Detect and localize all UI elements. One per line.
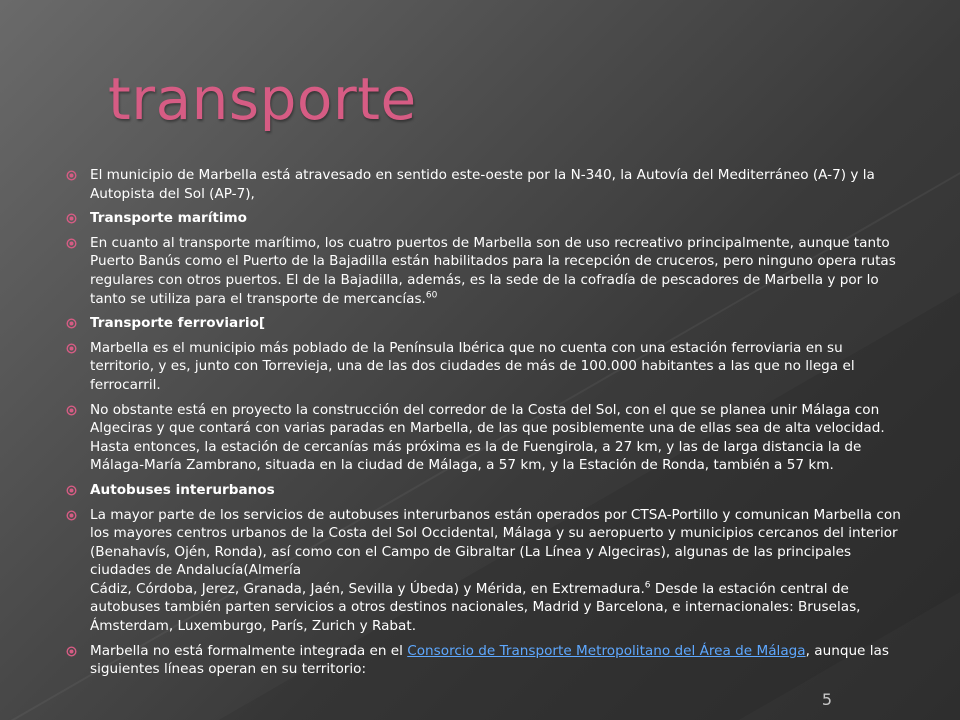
item-text: El municipio de Marbella está atravesado en sentido este-oeste por la N-340, la Autovía del Mediterráneo (A-7) y la Autopista del Sol (AP-7), (90, 167, 875, 202)
circled-dot-icon (66, 213, 77, 224)
item-text: Desde la estación central de autobuses también parten servicios a otros destinos nacionales, Madrid y Barcelona, e internacionales: Bruselas, Ámsterdam, Luxemburgo, París, Zurich y Rabat. (90, 580, 861, 635)
list-item (66, 234, 906, 308)
list-item (66, 506, 906, 636)
item-text: Marbella no está formalmente integrada en el (90, 642, 408, 659)
circled-dot-icon (66, 170, 77, 181)
circled-dot-icon (66, 238, 77, 249)
list-item (66, 642, 906, 679)
footnote-ref: 60 (425, 290, 438, 301)
item-text: , aunque las siguientes líneas operan en su territorio: (90, 642, 889, 678)
circled-dot-icon (66, 343, 77, 354)
list-item (66, 314, 906, 333)
circled-dot-icon (66, 510, 77, 521)
list-item (66, 209, 906, 228)
item-text: Cádiz, Córdoba, Jerez, Granada, Jaén, Sevilla y Úbeda) y Mérida, en Extremadura. (90, 580, 645, 597)
item-text: Marbella es el municipio más poblado de la Península Ibérica que no cuenta con una estación ferroviaria en su territorio, y es, junto con Torrevieja, una de las dos ciudades de más de 100.000 habitantes a las que no llega el ferrocarril. (90, 339, 855, 393)
circled-dot-icon (66, 646, 77, 657)
consorcio-link[interactable]: Consorcio de Transporte Metropolitano del Área de Málaga (407, 642, 806, 659)
list-item (66, 339, 906, 395)
circled-dot-icon (66, 485, 77, 496)
section-heading: Transporte ferroviario[ (90, 315, 266, 332)
item-text: La mayor parte de los servicios de autobuses interurbanos están operados por CTSA-Portillo y comunican Marbella con los mayores centros urbanos de la Costa del Sol Occidental, Málaga y su aeropuerto y municipios cercanos del interior (Benahavís, Ojén, Ronda), así como con el Campo de Gibraltar (La Línea y Algeciras), algunas de las principales ciudades de Andalucía(Almería (90, 506, 901, 579)
footnote-ref: 6 (644, 580, 651, 591)
section-heading: Autobuses interurbanos (90, 481, 275, 498)
bullet-list (66, 166, 906, 685)
list-item (66, 401, 906, 475)
slide-title: transporte (108, 65, 417, 133)
list-item (66, 166, 906, 203)
circled-dot-icon (66, 405, 77, 416)
list-item (66, 481, 906, 500)
item-text: En cuanto al transporte marítimo, los cuatro puertos de Marbella son de uso recreativo principalmente, aunque tanto Puerto Banús como el Puerto de la Bajadilla están habilitados para la recepción de cruceros, pero ninguno opera rutas regulares con otros puertos. El de la Bajadilla, además, es la sede de la cofradía de pescadores de Marbella y por lo tanto se utiliza para el transporte de mercancías. (90, 234, 896, 307)
page-number: 5 (821, 690, 832, 709)
section-heading: Transporte marítimo (90, 210, 248, 227)
circled-dot-icon (66, 318, 77, 329)
item-text: No obstante está en proyecto la construcción del corredor de la Costa del Sol, con el que se planea unir Málaga con Algeciras y que contará con varias paradas en Marbella, de las que posiblemente una de ellas sea de alta velocidad. Hasta entonces, la estación de cercanías más próxima es la de Fuengirola, a 27 km, y las de larga distancia la de Málaga-María Zambrano, situada en la ciudad de Málaga, a 57 km, y la Estación de Ronda, también a 57 km. (90, 401, 885, 474)
